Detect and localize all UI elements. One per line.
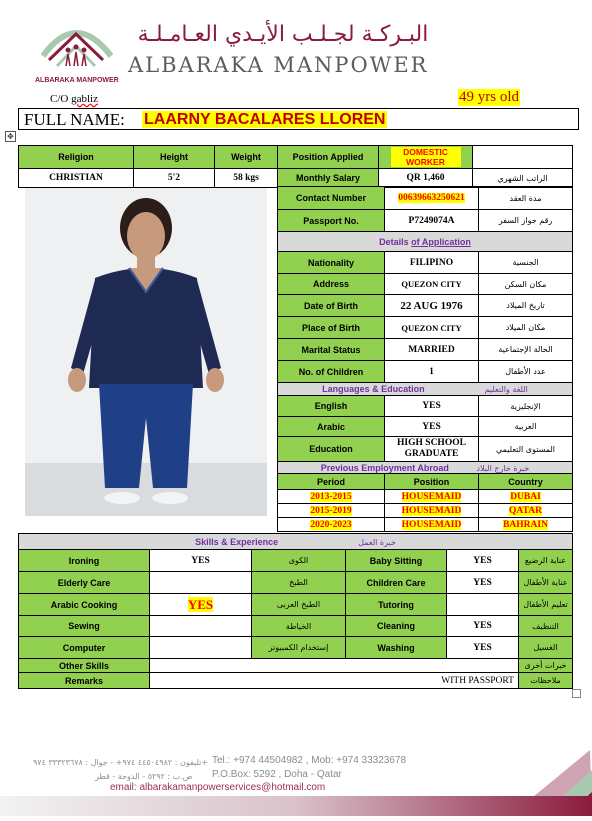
skill-label: Computer (19, 637, 150, 659)
top-info-table (18, 145, 573, 188)
address-value: QUEZON CITY (385, 274, 479, 295)
skill-value (150, 616, 252, 637)
care-of-name: gabliz (71, 93, 98, 105)
skills-table (18, 533, 573, 689)
employment-row (278, 504, 573, 518)
skill-label-ar: الطبخ العربى (252, 594, 346, 616)
skill-label-ar: عناية الرضيع (519, 550, 573, 572)
skill-value (150, 572, 252, 594)
application-header-prefix: Details (379, 236, 412, 247)
education-value: HIGH SCHOOL GRADUATE (385, 437, 479, 462)
skill-value: YES (187, 596, 214, 612)
position-applied-label: Position Applied (278, 146, 379, 169)
employment-position: HOUSEMAID (401, 505, 462, 516)
children-label-ar: عدد الأطفال (479, 361, 573, 383)
education-label-ar: المستوى التعليمي (479, 437, 573, 462)
footer-bar (0, 796, 592, 816)
application-header-suffix: Application (419, 236, 471, 247)
employment-country-cell (479, 504, 573, 518)
skill-label-ar: تعليم الأطفال (519, 594, 573, 616)
company-name-arabic: البـركـة لجـلـب الأيـدي العـامـلـة (137, 22, 429, 47)
other-skills-value (150, 659, 519, 673)
salary-label-ar: الراتب الشهري (473, 169, 573, 188)
details-table (277, 186, 573, 532)
employment-period-cell (278, 518, 385, 532)
position-applied-value: DOMESTIC WORKER (391, 147, 461, 167)
skills-header: Skills & Experience (195, 536, 279, 547)
passport-label: Passport No. (278, 210, 385, 232)
pob-value: QUEZON CITY (385, 317, 479, 339)
skill-label: Tutoring (346, 594, 447, 616)
skill-label: Elderly Care (19, 572, 150, 594)
marital-label-ar: الحالة الإجتماعية (479, 339, 573, 361)
english-value: YES (385, 396, 479, 417)
skill-label-ar: الطبخ (252, 572, 346, 594)
remarks-label-ar: ملاحظات (519, 673, 573, 689)
weight-value: 58 kgs (215, 169, 278, 188)
skill-row (19, 637, 573, 659)
skill-label-ar: إستخدام الكمبيوتر (252, 637, 346, 659)
employment-period: 2020-2023 (310, 519, 352, 530)
footer-address-ar: ص.ب : ٥٢٩٢ - الدوحة - قطر (95, 772, 193, 781)
skill-label-ar: الخياطة (252, 616, 346, 637)
company-name-english: ALBARAKA MANPOWER (128, 53, 429, 77)
logo-subtitle: ALBARAKA MANPOWER (35, 77, 119, 84)
footer-contact: Tel.: +974 44504982 , Mob: +974 33323678 (212, 755, 407, 766)
full-name-box (18, 108, 579, 130)
footer-address: P.O.Box: 5292 , Doha - Qatar (212, 769, 342, 780)
height-value: 5'2 (134, 169, 215, 188)
period-column-header: Period (278, 474, 385, 490)
employment-period: 2015-2019 (310, 505, 352, 516)
nationality-value: FILIPINO (385, 252, 479, 274)
employment-position: HOUSEMAID (401, 491, 462, 502)
footer-contact-ar: تليفون : ٤٤٥٠٤٩٨٢ ٩٧٤+ - جوال : ٣٣٣٢٣٦٧٨ ٩٧٤+ (33, 758, 209, 767)
care-of (50, 93, 98, 105)
employment-row (278, 490, 573, 504)
pob-label-ar: مكان الميلاد (479, 317, 573, 339)
marital-value: MARRIED (385, 339, 479, 361)
arabic-label-ar: العربية (479, 417, 573, 437)
skill-row (19, 616, 573, 637)
skill-row (19, 594, 573, 616)
skill-value (447, 594, 519, 616)
contact-label-ar: مدة العقد (479, 187, 573, 210)
application-header-of: of (411, 236, 420, 247)
height-label: Height (134, 146, 215, 169)
nationality-label: Nationality (278, 252, 385, 274)
english-label: English (278, 396, 385, 417)
skill-row (19, 572, 573, 594)
employment-position-cell (385, 504, 479, 518)
position-column-header: Position (385, 474, 479, 490)
employment-country-cell (479, 490, 573, 504)
dob-label: Date of Birth (278, 295, 385, 317)
full-name-label: FULL NAME: (24, 110, 125, 129)
languages-section-header (278, 383, 573, 396)
employment-country: QATAR (509, 505, 542, 516)
age-badge: 49 yrs old (459, 89, 519, 105)
salary-label: Monthly Salary (278, 169, 379, 188)
pob-label: Place of Birth (278, 317, 385, 339)
employment-section-header (278, 462, 573, 474)
employment-period-cell (278, 504, 385, 518)
skill-value-cell (150, 594, 252, 616)
blank-cell (473, 146, 573, 169)
employment-country-cell (479, 518, 573, 532)
english-label-ar: الإنجليزية (479, 396, 573, 417)
employment-period-cell (278, 490, 385, 504)
table-move-handle-icon[interactable]: ✥ (5, 131, 16, 142)
arabic-value: YES (385, 417, 479, 437)
children-value: 1 (385, 361, 479, 383)
remarks-value: WITH PASSPORT (150, 673, 519, 689)
address-label: Address (278, 274, 385, 295)
address-label-ar: مكان السكن (479, 274, 573, 295)
nationality-label-ar: الجنسية (479, 252, 573, 274)
skill-label: Washing (346, 637, 447, 659)
remarks-label: Remarks (19, 673, 150, 689)
marital-label: Marital Status (278, 339, 385, 361)
full-name-value: LAARNY BACALARES LLOREN (144, 111, 386, 128)
religion-value: CHRISTIAN (19, 169, 134, 188)
languages-header-ar: اللغة والتعليم (484, 385, 528, 394)
skill-value: YES (447, 572, 519, 594)
company-logo (35, 16, 117, 78)
arabic-label: Arabic (278, 417, 385, 437)
skill-label: Children Care (346, 572, 447, 594)
skill-label: Ironing (19, 550, 150, 572)
employment-period: 2013-2015 (310, 491, 352, 502)
skill-label-ar: عناية الأطفال (519, 572, 573, 594)
position-applied-cell (379, 146, 473, 169)
footer-email[interactable]: email: albarakamanpowerservices@hotmail.com (110, 782, 326, 793)
table-resize-handle[interactable] (572, 689, 581, 698)
applicant-photo (25, 188, 267, 516)
languages-header: Languages & Education (322, 384, 425, 394)
skill-value: YES (447, 550, 519, 572)
skill-label-ar: الغسيل (519, 637, 573, 659)
dob-label-ar: تاريخ الميلاد (479, 295, 573, 317)
weight-label: Weight (215, 146, 278, 169)
education-label: Education (278, 437, 385, 462)
children-label: No. of Children (278, 361, 385, 383)
employment-position-cell (385, 490, 479, 504)
skill-value: YES (447, 637, 519, 659)
employment-row (278, 518, 573, 532)
skill-value: YES (150, 550, 252, 572)
contact-label: Contact Number (278, 187, 385, 210)
skill-label: Sewing (19, 616, 150, 637)
passport-value: P7249074A (385, 210, 479, 232)
skill-label-ar: التنظيف (519, 616, 573, 637)
employment-position-cell (385, 518, 479, 532)
other-skills-label: Other Skills (19, 659, 150, 673)
skills-section-header (19, 534, 573, 550)
application-section-header (278, 232, 573, 252)
country-column-header: Country (479, 474, 573, 490)
skill-value (150, 637, 252, 659)
employment-position: HOUSEMAID (401, 519, 462, 530)
care-of-prefix: C/O (50, 93, 72, 105)
dob-value: 22 AUG 1976 (385, 295, 479, 317)
skill-row (19, 550, 573, 572)
passport-label-ar: رقم جواز السفر (479, 210, 573, 232)
employment-country: BAHRAIN (503, 519, 548, 530)
skill-label: Cleaning (346, 616, 447, 637)
skill-label: Arabic Cooking (19, 594, 150, 616)
employment-country: DUBAI (510, 491, 541, 502)
other-skills-label-ar: خبرات أخرى (519, 659, 573, 673)
contact-cell (385, 187, 479, 210)
skill-label: Baby Sitting (346, 550, 447, 572)
skills-header-ar: خبرة العمل (358, 537, 396, 547)
employment-header-ar: خبرة خارج البلاد (476, 463, 530, 473)
contact-value: 00639663250621 (398, 193, 465, 203)
salary-value: QR 1,460 (379, 169, 473, 188)
skill-label-ar: الكوى (252, 550, 346, 572)
skill-value: YES (447, 616, 519, 637)
religion-label: Religion (19, 146, 134, 169)
employment-header: Previous Employment Abroad (320, 462, 449, 473)
